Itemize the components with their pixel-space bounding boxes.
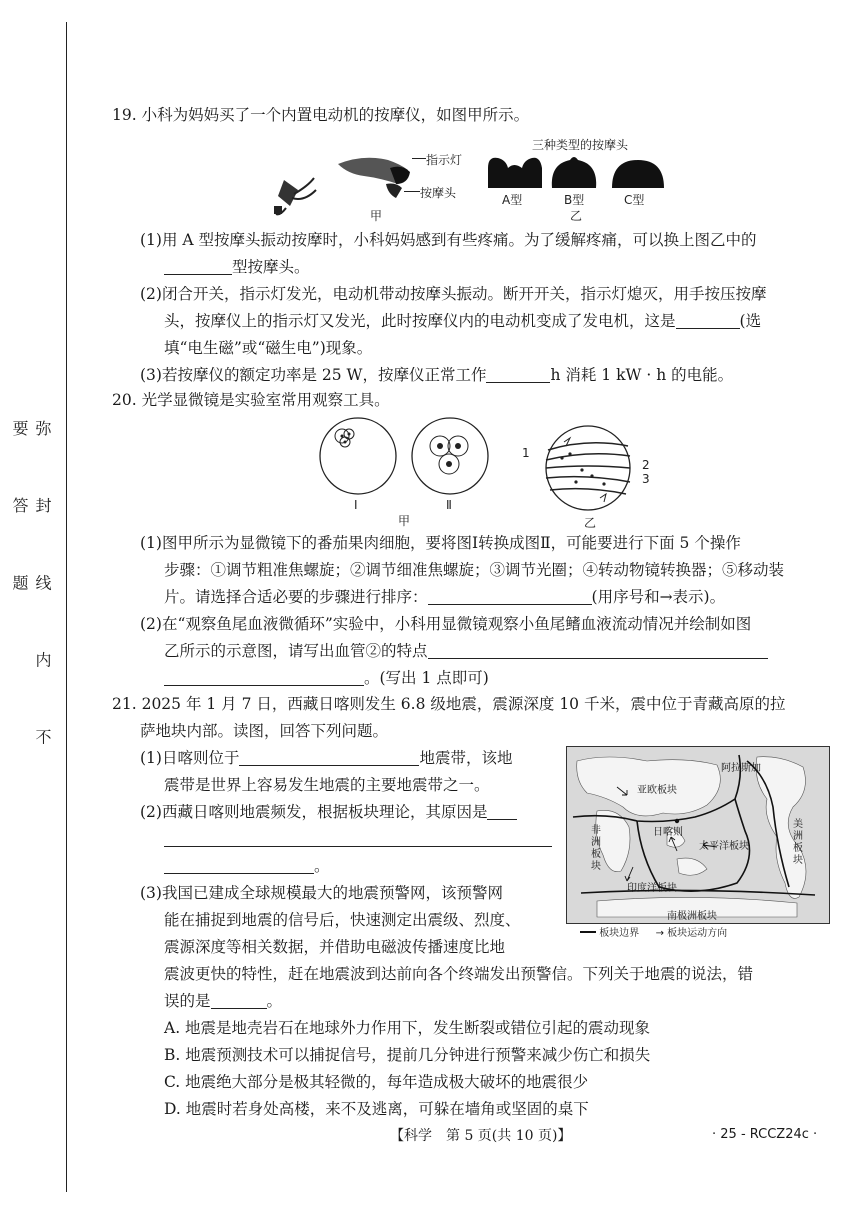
q21-part2: (2)西藏日喀则地震频发，根据板块理论，其原因是 [140,799,560,826]
q20-part2-line3: 。(写出 1 点即可) [164,665,854,692]
map-label-african-plate: 非洲板块 [591,825,601,872]
q19-part3: (3)若按摩仪的额定功率是 25 W，按摩仪正常工作 h 消耗 1 kW · h 的电能。 [140,366,734,384]
answer-blank-q20-2b[interactable] [164,667,364,686]
q21-part3-line3: 震源深度等相关数据，并借助电磁波传播速度比地 [164,938,506,956]
plate-map [566,746,830,924]
legend-motion-text: 板块运动方向 [667,928,728,939]
massage-head-shapes [484,154,674,190]
q21-part1-line2: 震带是世界上容易发生地震的主要地震带之一。 [164,776,490,794]
q20-part1: (1)图甲所示为显微镜下的番茄果肉细胞，要将图Ⅰ转换成图Ⅱ，可能要进行下面 5 个操作 [140,534,741,552]
map-legend [580,924,727,939]
answer-blank-q20-1[interactable] [428,586,592,605]
vessel-label-3: 3 [642,472,650,486]
q20-part2-line2: 乙所示的示意图，请写出血管②的特点 [164,638,854,665]
type-b-label: B型 [564,193,585,207]
q21-part2-line2 [164,826,564,853]
q20-stem: 20. 光学显微镜是实验室常用观察工具。 [112,391,390,409]
legend-boundary-swatch [580,931,596,933]
q19-part1-line2: 型按摩头。 [164,254,854,281]
legend-boundary-text: 板块边界 [599,928,640,939]
type-c-label: C型 [624,193,645,207]
q21-part2-line3: 。 [164,853,564,880]
q21-part3: (3)我国已建成全球规模最大的地震预警网，该预警网 [140,884,503,902]
map-label-antarctic-plate: 南极洲板块 [667,911,717,922]
answer-blank-q19-1[interactable] [164,256,232,275]
answer-blank-q20-2a[interactable] [428,640,768,659]
map-label-alaska: 阿拉斯加 [721,763,761,774]
q19-part1-text: (1)用 A 型按摩头振动按摩时，小科妈妈感到有些疼痛。为了缓解疼痛，可以换上图乙中的 [140,231,757,249]
option-c[interactable]: C. 地震绝大部分是极其轻微的，每年造成极大破坏的地震很少 [164,1073,589,1091]
q21-part3-line4: 震波更快的特性，赶在地震波到达前向各个终端发出预警信。下列关于地震的说法，错 [164,965,754,983]
option-b[interactable]: B. 地震预测技术可以捕捉信号，提前几分钟进行预警来减少伤亡和损失 [164,1046,651,1064]
view-1-label: Ⅰ [354,498,358,512]
caption-yi: 乙 [570,209,583,223]
blood-vessel-view [534,424,644,514]
answer-blank-q21-2b[interactable] [164,828,552,847]
q20-part2: (2)在“观察鱼尾血液微循环”实验中，小科用显微镜观察小鱼尾鳍血液流动情况并绘制如图 [140,615,752,633]
q20-part1-line3: 片。请选择合适必要的步骤进行排序： (用序号和→表示)。 [164,588,726,606]
label-line-head [404,191,420,192]
page-footer-code: · 25 - RCCZ24c · [712,1127,818,1142]
page-footer-number: 【科学 第 5 页(共 10 页)】 [390,1128,572,1144]
answer-blank-q21-2c[interactable] [164,855,314,874]
map-label-american-plate: 美洲板块 [793,819,803,866]
legend-arrow-icon: → [655,928,664,939]
q21-part3-line5: 误的是 。 [164,992,283,1010]
q21-part3-line2: 能在捕捉到地震的信号后，快速测定出震级、烈度、 [164,911,521,929]
map-label-pacific-plate: 太平洋板块 [699,841,749,852]
caption-yi-20: 乙 [584,516,597,530]
option-d[interactable]: D. 地震时若身处高楼，来不及逃离，可躲在墙角或坚固的桌下 [164,1100,589,1118]
caption-jia: 甲 [370,209,383,223]
caption-jia-20: 甲 [398,514,411,528]
map-label-rikaze: 日喀则 [653,827,683,838]
vessel-label-2: 2 [642,458,650,472]
q21-stem-line2: 萨地块内部。读图，回答下列问题。 [140,722,389,740]
q19-part2: (2)闭合开关，指示灯发光，电动机带动按摩头振动。断开开关，指示灯熄灭，用手按压按摩 [140,285,767,303]
map-label-indian-plate: 印度洋板块 [627,883,677,894]
q19-part1 [140,227,830,254]
map-label-eurasian-plate: 亚欧板块 [637,785,677,796]
answer-blank-q21-2a[interactable] [487,801,517,820]
q19-stem: 19. 小科为妈妈买了一个内置电动机的按摩仪，如图甲所示。 [112,106,530,124]
answer-blank-q21-1[interactable] [239,747,419,766]
answer-blank-q19-2[interactable] [676,310,740,329]
label-massage-head: 按摩头 [420,186,457,200]
massager-illustration [268,150,418,220]
label-line-light [412,158,426,159]
view-2-label: Ⅱ [446,498,452,512]
label-indicator-light: 指示灯 [426,153,463,167]
answer-blank-q21-3[interactable] [211,990,267,1009]
microscope-view-1 [314,414,406,498]
microscope-view-2 [406,414,498,498]
q21-part1: (1)日喀则位于 地震带，该地 [140,749,513,767]
answer-blank-q19-3[interactable] [486,364,550,383]
q19-part2-line3: 填“电生磁”或“磁生电”)现象。 [164,339,373,357]
vessel-label-1: 1 [522,446,530,460]
q19-part2-line2: 头，按摩仪上的指示灯又发光，此时按摩仪内的电动机变成了发电机，这是 (选 [164,312,762,330]
q21-stem: 21. 2025 年 1 月 7 日，西藏日喀则发生 6.8 级地震，震源深度 10 千米，震中位于青藏高原的拉 [112,695,786,713]
massage-head-title: 三种类型的按摩头 [532,138,629,152]
q20-part1-line2: 步骤：①调节粗准焦螺旋；②调节细准焦螺旋；③调节光圈；④转动物镜转换器；⑤移动装 [164,561,785,579]
binding-line [66,22,67,1192]
type-a-label: A型 [502,193,523,207]
plate-map-drawing [567,747,829,923]
option-a[interactable]: A. 地震是地壳岩石在地球外力作用下，发生断裂或错位引起的震动现象 [164,1019,651,1037]
seal-line-notice: 弥 封 线 内 不 要 答 题 [10,420,52,773]
